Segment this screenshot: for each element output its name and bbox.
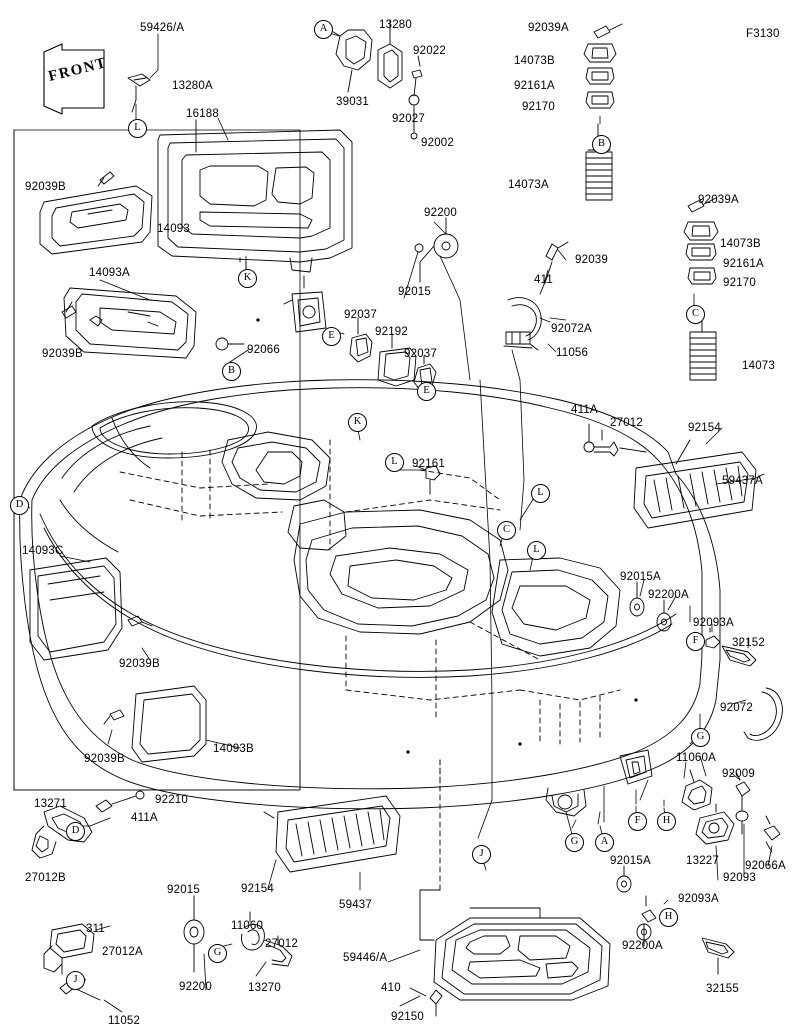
callout-bubble-a: A [314,20,333,39]
part-label-16188: 16188 [186,108,219,120]
part-label-14073: 14073 [742,360,775,372]
part-label-92093a: 92093A [678,893,719,905]
callout-bubble-j: J [472,845,491,864]
callout-bubble-c: C [686,305,705,324]
callout-bubble-a: A [595,833,614,852]
callout-bubble-l: L [128,119,147,138]
callout-bubble-l: L [531,484,550,503]
part-label-92039b: 92039B [84,753,125,765]
part-label-92015: 92015 [398,286,431,298]
callout-bubble-d: D [10,496,29,515]
part-label-92161a: 92161A [514,80,555,92]
part-label-13227: 13227 [686,855,719,867]
part-label-92039b: 92039B [25,181,66,193]
part-label-92027: 92027 [392,113,425,125]
part-label-92039a: 92039A [528,22,569,34]
callout-bubble-h: H [657,812,676,831]
part-label-92154: 92154 [688,422,721,434]
callout-bubble-l: L [385,453,404,472]
part-label-14073b: 14073B [514,55,555,67]
part-label-92037: 92037 [344,309,377,321]
part-label-92150: 92150 [391,1011,424,1023]
front-marker-text: FRONT [46,54,109,86]
part-label-92192: 92192 [375,326,408,338]
part-label-92072: 92072 [720,702,753,714]
part-label-14073a: 14073A [508,179,549,191]
callout-bubble-e: E [322,327,341,346]
callout-bubble-b: B [222,362,241,381]
part-label-92154: 92154 [241,883,274,895]
part-label-92039b: 92039B [119,658,160,670]
callout-bubble-g: G [691,728,710,747]
callout-bubble-d: D [66,822,85,841]
part-label-13280a: 13280A [172,80,213,92]
callout-bubble-f: F [686,632,705,651]
part-label-92015a: 92015A [610,855,651,867]
part-label-92072a: 92072A [551,323,592,335]
part-label-410: 410 [381,982,401,994]
part-label-92093a: 92093A [693,617,734,629]
part-label-92039: 92039 [575,254,608,266]
callout-bubble-e: E [417,382,436,401]
part-label-92039a: 92039A [698,194,739,206]
callout-bubble-f: F [628,812,647,831]
part-label-411: 411 [534,274,553,286]
part-label-92009: 92009 [722,768,755,780]
part-label-92161: 92161 [412,458,445,470]
part-label-27012b: 27012B [25,872,66,884]
part-label-32152: 32152 [732,637,765,649]
part-label-92200: 92200 [179,981,212,993]
callout-bubble-j: J [66,971,85,990]
part-label-92002: 92002 [421,137,454,149]
part-label-14073b: 14073B [720,238,761,250]
part-label-92037: 92037 [404,348,437,360]
part-label-14093c: 14093C [22,545,64,557]
part-label-92066: 92066 [247,344,280,356]
callout-bubble-g: G [208,944,227,963]
part-label-92170: 92170 [522,101,555,113]
part-label-59426-a: 59426/A [140,22,185,34]
part-label-411a: 411A [131,812,158,824]
part-label-11060a: 11060A [676,752,716,764]
callout-bubble-k: K [238,269,257,288]
part-label-92200: 92200 [424,207,457,219]
part-label-92200a: 92200A [648,589,689,601]
part-label-14093: 14093 [157,223,190,235]
part-label-11056: 11056 [556,347,589,359]
part-label-27012: 27012 [265,938,298,950]
part-label-14093b: 14093B [213,743,254,755]
callout-bubble-c: C [497,521,516,540]
callout-bubble-l: L [527,541,546,560]
part-label-32155: 32155 [706,983,739,995]
part-label-92039b: 92039B [42,348,83,360]
part-label-39031: 39031 [336,96,369,108]
part-label-27012a: 27012A [102,946,143,958]
part-label-13270: 13270 [248,982,281,994]
part-label-92022: 92022 [413,45,446,57]
part-label-92200a: 92200A [622,940,663,952]
part-label-14093a: 14093A [89,267,130,279]
part-label-27012: 27012 [610,417,643,429]
part-label-92161a: 92161A [723,258,764,270]
callout-bubble-h: H [659,908,678,927]
callout-bubble-g: G [565,833,584,852]
part-label-13271: 13271 [34,798,67,810]
part-label-92093: 92093 [723,872,756,884]
part-label-311: 311 [86,923,105,935]
callout-bubble-b: B [592,135,611,154]
part-label-59437a: 59437A [722,475,763,487]
callout-bubble-k: K [348,413,367,432]
part-label-11052: 11052 [108,1015,141,1027]
part-label-92066a: 92066A [745,860,786,872]
part-label-92210: 92210 [155,794,188,806]
part-label-92170: 92170 [723,277,756,289]
part-label-f3130: F3130 [746,28,780,40]
part-label-59437: 59437 [339,899,372,911]
part-label-11060: 11060 [231,920,264,932]
part-label-411a: 411A [571,404,598,416]
part-label-92015a: 92015A [620,571,661,583]
part-label-92015: 92015 [167,884,200,896]
part-label-59446-a: 59446/A [343,952,388,964]
part-label-13280: 13280 [379,19,412,31]
